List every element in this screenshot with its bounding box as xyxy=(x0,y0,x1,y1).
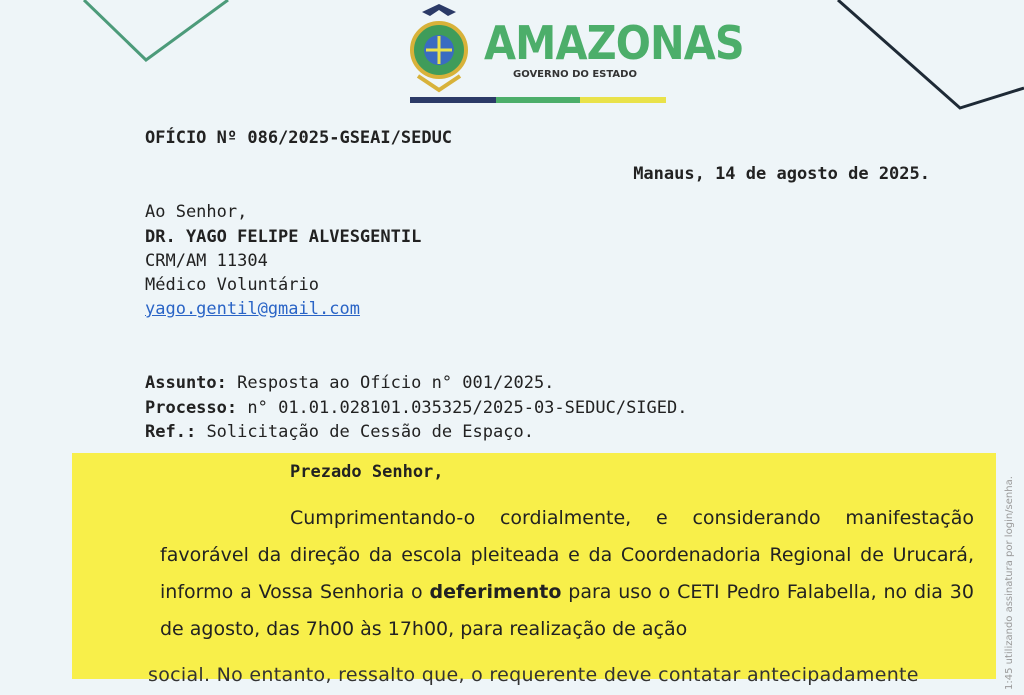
para1-text-a: Cumprimentando-o cordialmente, e considerando manifestação favorável da direção da escola pleiteada e da Coordenadoria Regional de Urucará, informo a Vossa Senhoria o xyxy=(160,507,974,603)
recipient-name: DR. YAGO FELIPE ALVESGENTIL xyxy=(145,227,422,247)
assunto-label: Assunto: xyxy=(145,373,227,393)
state-coat-of-arms-icon xyxy=(404,2,474,94)
recipient-crm: CRM/AM 11304 xyxy=(145,251,268,271)
deco-right-chevron xyxy=(838,0,1024,108)
salutation-to: Ao Senhor, xyxy=(145,202,248,222)
deco-left-chevron xyxy=(84,0,228,60)
cut-off-line: social. No entanto, ressalto que, o requerente deve contatar antecipadamente xyxy=(148,664,919,686)
letter-date: Manaus, 14 de agosto de 2025. xyxy=(633,164,930,184)
processo-label: Processo: xyxy=(145,398,238,418)
flag-stripe-yellow xyxy=(580,97,666,103)
flag-stripe-green xyxy=(496,97,580,103)
body-paragraph xyxy=(160,500,974,648)
ref-label: Ref.: xyxy=(145,422,197,442)
flag-stripe-navy xyxy=(410,97,496,103)
brand-title: AMAZONAS xyxy=(484,16,744,70)
processo-value: n° 01.01.028101.035325/2025-03-SEDUC/SIGED. xyxy=(247,398,688,418)
para1-bold: deferimento xyxy=(429,581,562,603)
greeting: Prezado Senhor, xyxy=(290,462,444,482)
ref-value: Solicitação de Cessão de Espaço. xyxy=(206,422,534,442)
recipient-email-link[interactable]: yago.gentil@gmail.com xyxy=(145,299,360,319)
oficio-number: OFÍCIO Nº 086/2025-GSEAI/SEDUC xyxy=(145,128,453,148)
ref-line xyxy=(145,422,534,442)
para1-text-b: para uso o CETI Pedro Falabella, no dia 30 de agosto, das 7h00 às 17h00, para realização de ação xyxy=(160,581,974,640)
assunto-line xyxy=(145,373,554,393)
processo-line xyxy=(145,398,687,418)
assunto-value: Resposta ao Ofício n° 001/2025. xyxy=(237,373,555,393)
signature-side-note: 1:45 utilizando assinatura por login/senha. xyxy=(1004,476,1015,690)
recipient-role: Médico Voluntário xyxy=(145,275,319,295)
brand-subtitle: GOVERNO DO ESTADO xyxy=(513,69,637,80)
